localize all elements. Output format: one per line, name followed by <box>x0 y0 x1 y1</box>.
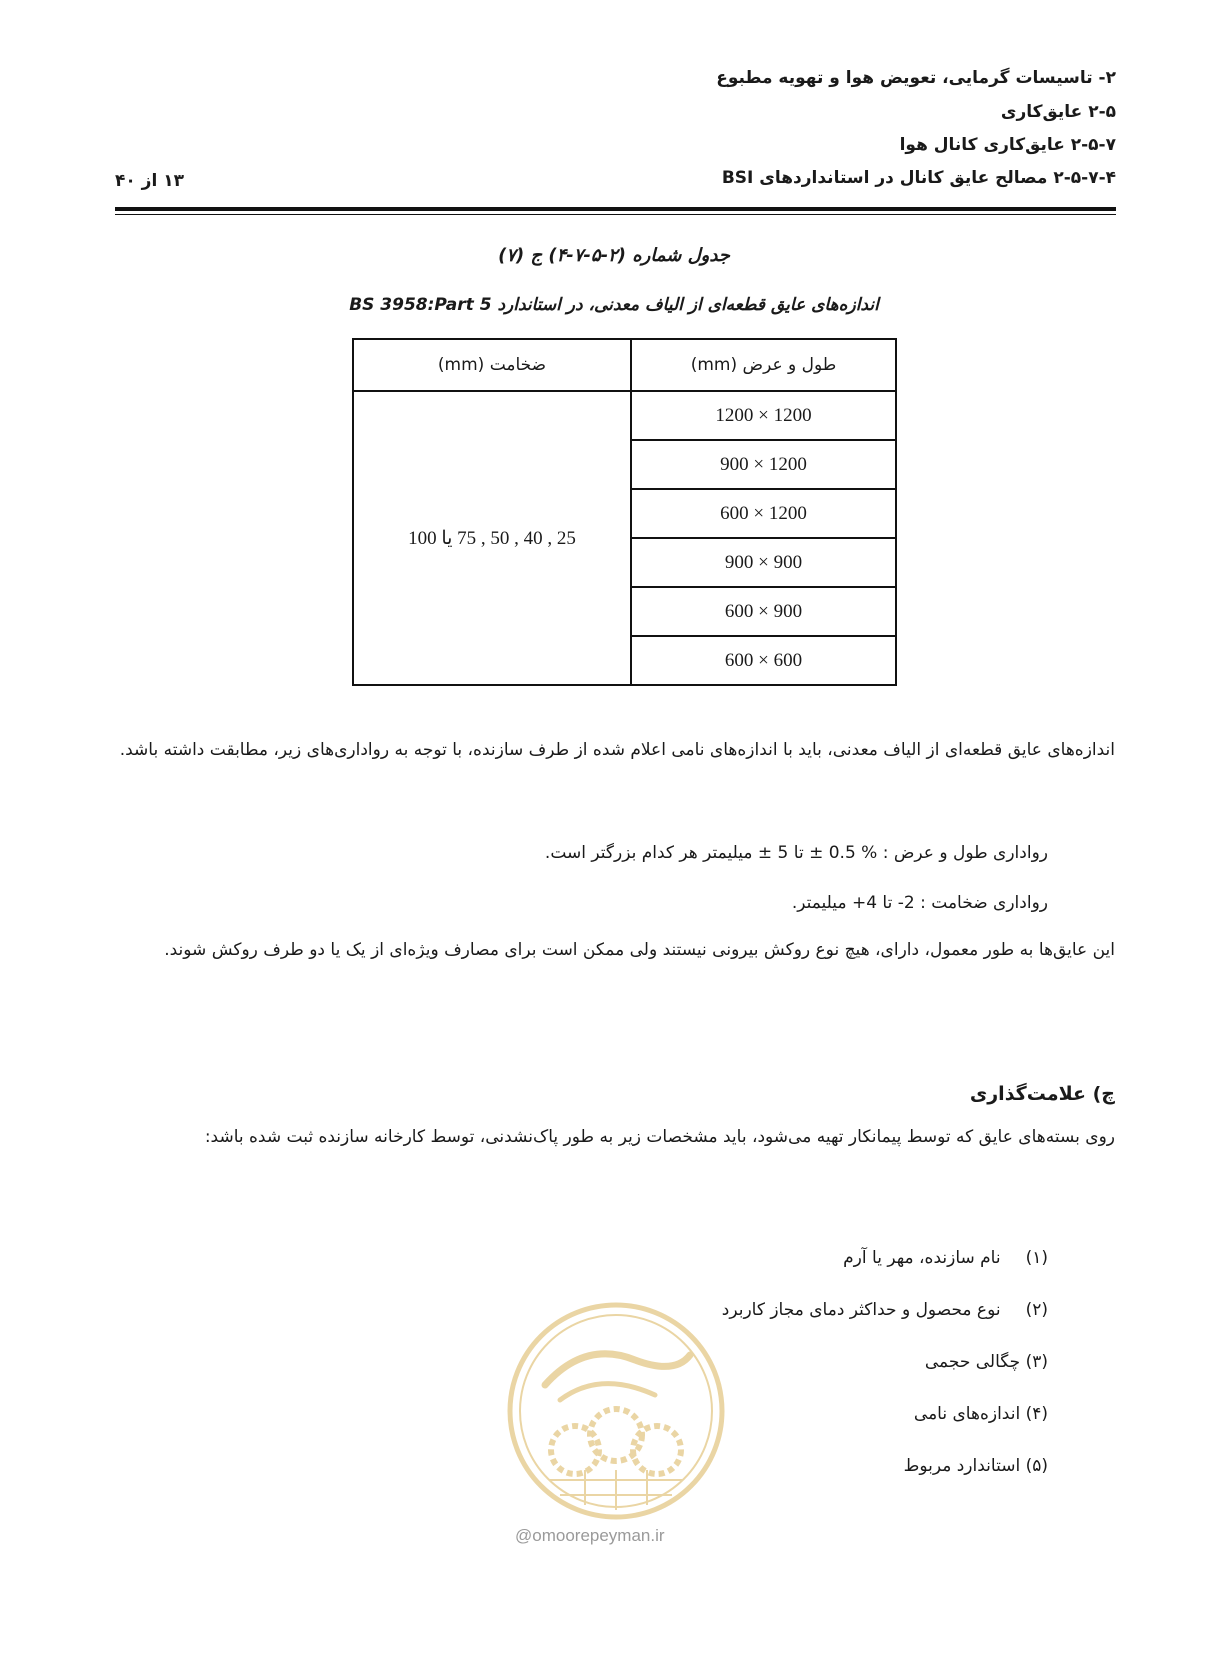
list-item <box>722 1336 1048 1388</box>
list-item-number: (۱) <box>1025 1248 1048 1268</box>
list-item <box>722 1232 1048 1284</box>
list-item <box>722 1388 1048 1440</box>
header-section: ۲-۵ عایق‌کاری <box>1000 102 1116 122</box>
marking-list <box>722 1232 1048 1492</box>
list-item-text: استاندارد مربوط <box>903 1456 1021 1476</box>
paragraph-facing: این عایق‌ها به طور معمول، دارای، هیچ نوع روکش بیرونی نیستند ولی ممکن است برای مصارف ویژه‌ای از یک یا دو طرف روکش شوند. <box>164 940 1115 960</box>
section-heading-marking: چ) علامت‌گذاری <box>969 1083 1115 1105</box>
list-item <box>722 1284 1048 1336</box>
size-cell: 900 × 900 <box>631 538 896 587</box>
header-divider-thin <box>115 214 1116 215</box>
list-item-number: (۳) <box>1025 1352 1048 1372</box>
header-divider-thick <box>115 207 1116 211</box>
watermark-url: @omoorepeyman.ir <box>515 1526 665 1545</box>
column-header-thickness: ضخامت (mm) <box>353 339 631 391</box>
header-subsubsection: ۲-۵-۷-۴ مصالح عایق کانال در استانداردهای BSI <box>721 168 1116 188</box>
table-title: اندازه‌های عایق قطعه‌ای از الیاف معدنی، در استاندارد BS 3958:Part 5 <box>349 295 879 315</box>
size-cell: 600 × 600 <box>631 636 896 685</box>
size-cell: 900 × 600 <box>631 587 896 636</box>
insulation-sizes-table <box>352 338 897 686</box>
page-header <box>115 62 1116 212</box>
header-chapter: ۲- تاسیسات گرمایی، تعویض هوا و تهویه مطبوع <box>716 68 1116 88</box>
paragraph-dimensions: اندازه‌های عایق قطعه‌ای از الیاف معدنی، باید با اندازه‌های نامی اعلام شده از طرف سازنده، با توجه به رواداری‌های زیر، مطابقت داشته باشد. <box>119 740 1115 760</box>
list-item-text: اندازه‌های نامی <box>913 1404 1021 1424</box>
paragraph-marking: روی بسته‌های عایق که توسط پیمانکار تهیه می‌شود، باید مشخصات زیر به طور پاک‌نشدنی، توسط کارخانه سازنده ثبت شده باشد: <box>204 1127 1115 1147</box>
column-header-size: طول و عرض (mm) <box>631 339 896 391</box>
table-number: جدول شماره (۲-۵-۷-۴) ج (۷) <box>498 245 730 266</box>
size-cell: 1200 × 1200 <box>631 391 896 440</box>
header-subsection: ۲-۵-۷ عایق‌کاری کانال هوا <box>899 135 1116 155</box>
table-header-row <box>353 339 896 391</box>
list-item-text: نام سازنده، مهر یا آرم <box>843 1248 1001 1268</box>
list-item-text: نوع محصول و حداکثر دمای مجاز کاربرد <box>721 1300 1001 1320</box>
size-cell: 1200 × 600 <box>631 489 896 538</box>
size-cell: 1200 × 900 <box>631 440 896 489</box>
list-item-number: (۴) <box>1025 1404 1048 1424</box>
table-row <box>353 391 896 440</box>
thickness-cell: 25 , 40 , 50 , 75 یا 100 <box>353 391 631 685</box>
list-item-number: (۲) <box>1025 1300 1048 1320</box>
watermark-logo <box>505 1300 727 1522</box>
tolerance-length-width: رواداری طول و عرض : % 0.5 ± تا 5 ± میلیمتر هر کدام بزرگتر است. <box>544 843 1048 863</box>
tolerance-thickness: رواداری ضخامت : 2- تا 4+ میلیمتر. <box>791 893 1048 913</box>
page-number: ۱۳ از ۴۰ <box>115 171 184 191</box>
list-item <box>722 1440 1048 1492</box>
list-item-number: (۵) <box>1025 1456 1048 1476</box>
list-item-text: چگالی حجمی <box>924 1352 1021 1372</box>
